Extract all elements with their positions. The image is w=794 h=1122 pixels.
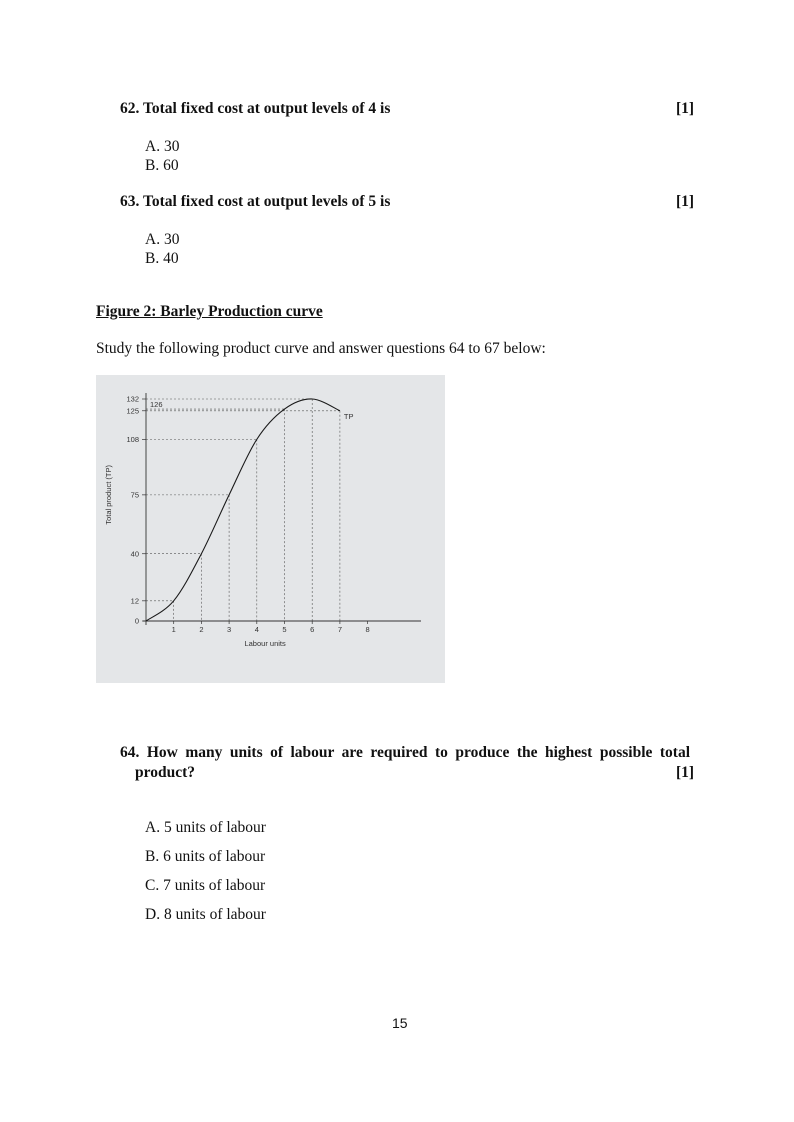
x-tick-label-4: 4 (254, 625, 259, 634)
y-tick-label-132: 132 (126, 394, 139, 404)
q62-option-a: A. 30 (145, 138, 180, 155)
y-tick-label-0: 0 (134, 616, 139, 626)
tp-curve (146, 399, 340, 621)
y-tick-label-12: 12 (130, 596, 139, 606)
x-tick-label-7: 7 (337, 625, 342, 634)
q64-option-d: D. 8 units of labour (145, 906, 266, 923)
tp-chart (96, 375, 445, 683)
q64-title-line1: 64. How many units of labour are required to produce the highest possible total (120, 744, 690, 761)
q63-mark: [1] (676, 193, 695, 210)
q62-option-b: B. 60 (145, 157, 179, 174)
y-axis-label: Total product (TP) (104, 465, 113, 525)
x-tick-label-8: 8 (365, 625, 370, 634)
q62-title: 62. Total fixed cost at output levels of 4 is (120, 100, 391, 117)
q63-option-b: B. 40 (145, 250, 179, 267)
q64-title-line2: product? (135, 764, 196, 781)
y-tick-label-75: 75 (130, 490, 139, 500)
tp-chart-svg (96, 375, 445, 683)
x-tick-label-3: 3 (227, 625, 232, 634)
q62-mark: [1] (676, 100, 695, 117)
annotation-126: 126 (150, 400, 163, 410)
y-tick-label-108: 108 (126, 434, 139, 444)
page-number: 15 (392, 1015, 408, 1031)
x-tick-label-6: 6 (310, 625, 315, 634)
figure-title: Figure 2: Barley Production curve (96, 303, 323, 320)
q64-option-b: B. 6 units of labour (145, 848, 266, 865)
y-tick-label-40: 40 (130, 549, 139, 559)
x-tick-label-1: 1 (171, 625, 176, 634)
q64-option-a: A. 5 units of labour (145, 819, 266, 836)
q64-mark: [1] (676, 764, 695, 781)
figure-instruction: Study the following product curve and answer questions 64 to 67 below: (96, 340, 546, 357)
x-tick-label-2: 2 (199, 625, 204, 634)
q63-title: 63. Total fixed cost at output levels of 5 is (120, 193, 391, 210)
y-tick-label-125: 125 (126, 406, 139, 416)
series-label-tp: TP (343, 411, 354, 421)
q63-option-a: A. 30 (145, 231, 180, 248)
q64-option-c: C. 7 units of labour (145, 877, 266, 894)
x-tick-label-5: 5 (282, 625, 287, 634)
x-axis-label: Labour units (244, 639, 286, 648)
